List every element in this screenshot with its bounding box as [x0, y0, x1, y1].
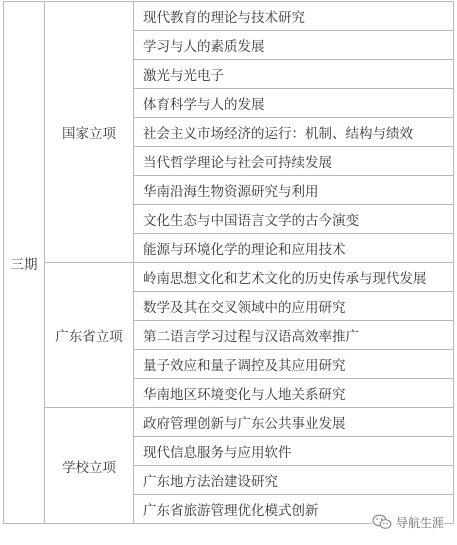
- project-cell: 学习与人的素质发展: [134, 31, 454, 60]
- project-cell: 体育科学与人的发展: [134, 89, 454, 118]
- project-cell: 激光与光电子: [134, 60, 454, 89]
- watermark: [372, 511, 444, 533]
- project-cell: 华南地区环境变化与人地关系研究: [134, 379, 454, 408]
- wechat-icon: [372, 514, 392, 530]
- watermark-text: 导航生涯: [396, 515, 445, 530]
- project-cell: 第二语言学习过程与汉语高效率推广: [134, 321, 454, 350]
- project-cell: 现代信息服务与应用软件: [134, 437, 454, 466]
- project-cell: 量子效应和量子调控及其应用研究: [134, 350, 454, 379]
- project-cell: 岭南思想文化和艺术文化的历史传承与现代发展: [134, 263, 454, 292]
- project-cell: 华南沿海生物资源研究与利用: [134, 176, 454, 205]
- project-cell: 广东地方法治建设研究: [134, 466, 454, 495]
- level-cell: 国家立项: [45, 2, 134, 263]
- project-cell: 数学及其在交叉领域中的应用研究: [134, 292, 454, 321]
- level-cell: 学校立项: [45, 408, 134, 524]
- project-cell: 现代教育的理论与技术研究: [134, 2, 454, 31]
- table-row: [4, 263, 454, 292]
- table-row: [4, 408, 454, 437]
- project-cell: 能源与环境化学的理论和应用技术: [134, 234, 454, 263]
- projects-table: [3, 1, 454, 524]
- table-row: [4, 2, 454, 31]
- project-cell: 文化生态与中国语言文学的古今演变: [134, 205, 454, 234]
- project-cell: 广东省旅游管理优化模式创新: [134, 495, 454, 524]
- project-cell: 社会主义市场经济的运行：机制、结构与绩效: [134, 118, 454, 147]
- project-cell: 当代哲学理论与社会可持续发展: [134, 147, 454, 176]
- level-cell: 广东省立项: [45, 263, 134, 408]
- phase-cell: 三期: [4, 2, 45, 524]
- projects-table-body: [4, 2, 454, 524]
- project-cell: 政府管理创新与广东公共事业发展: [134, 408, 454, 437]
